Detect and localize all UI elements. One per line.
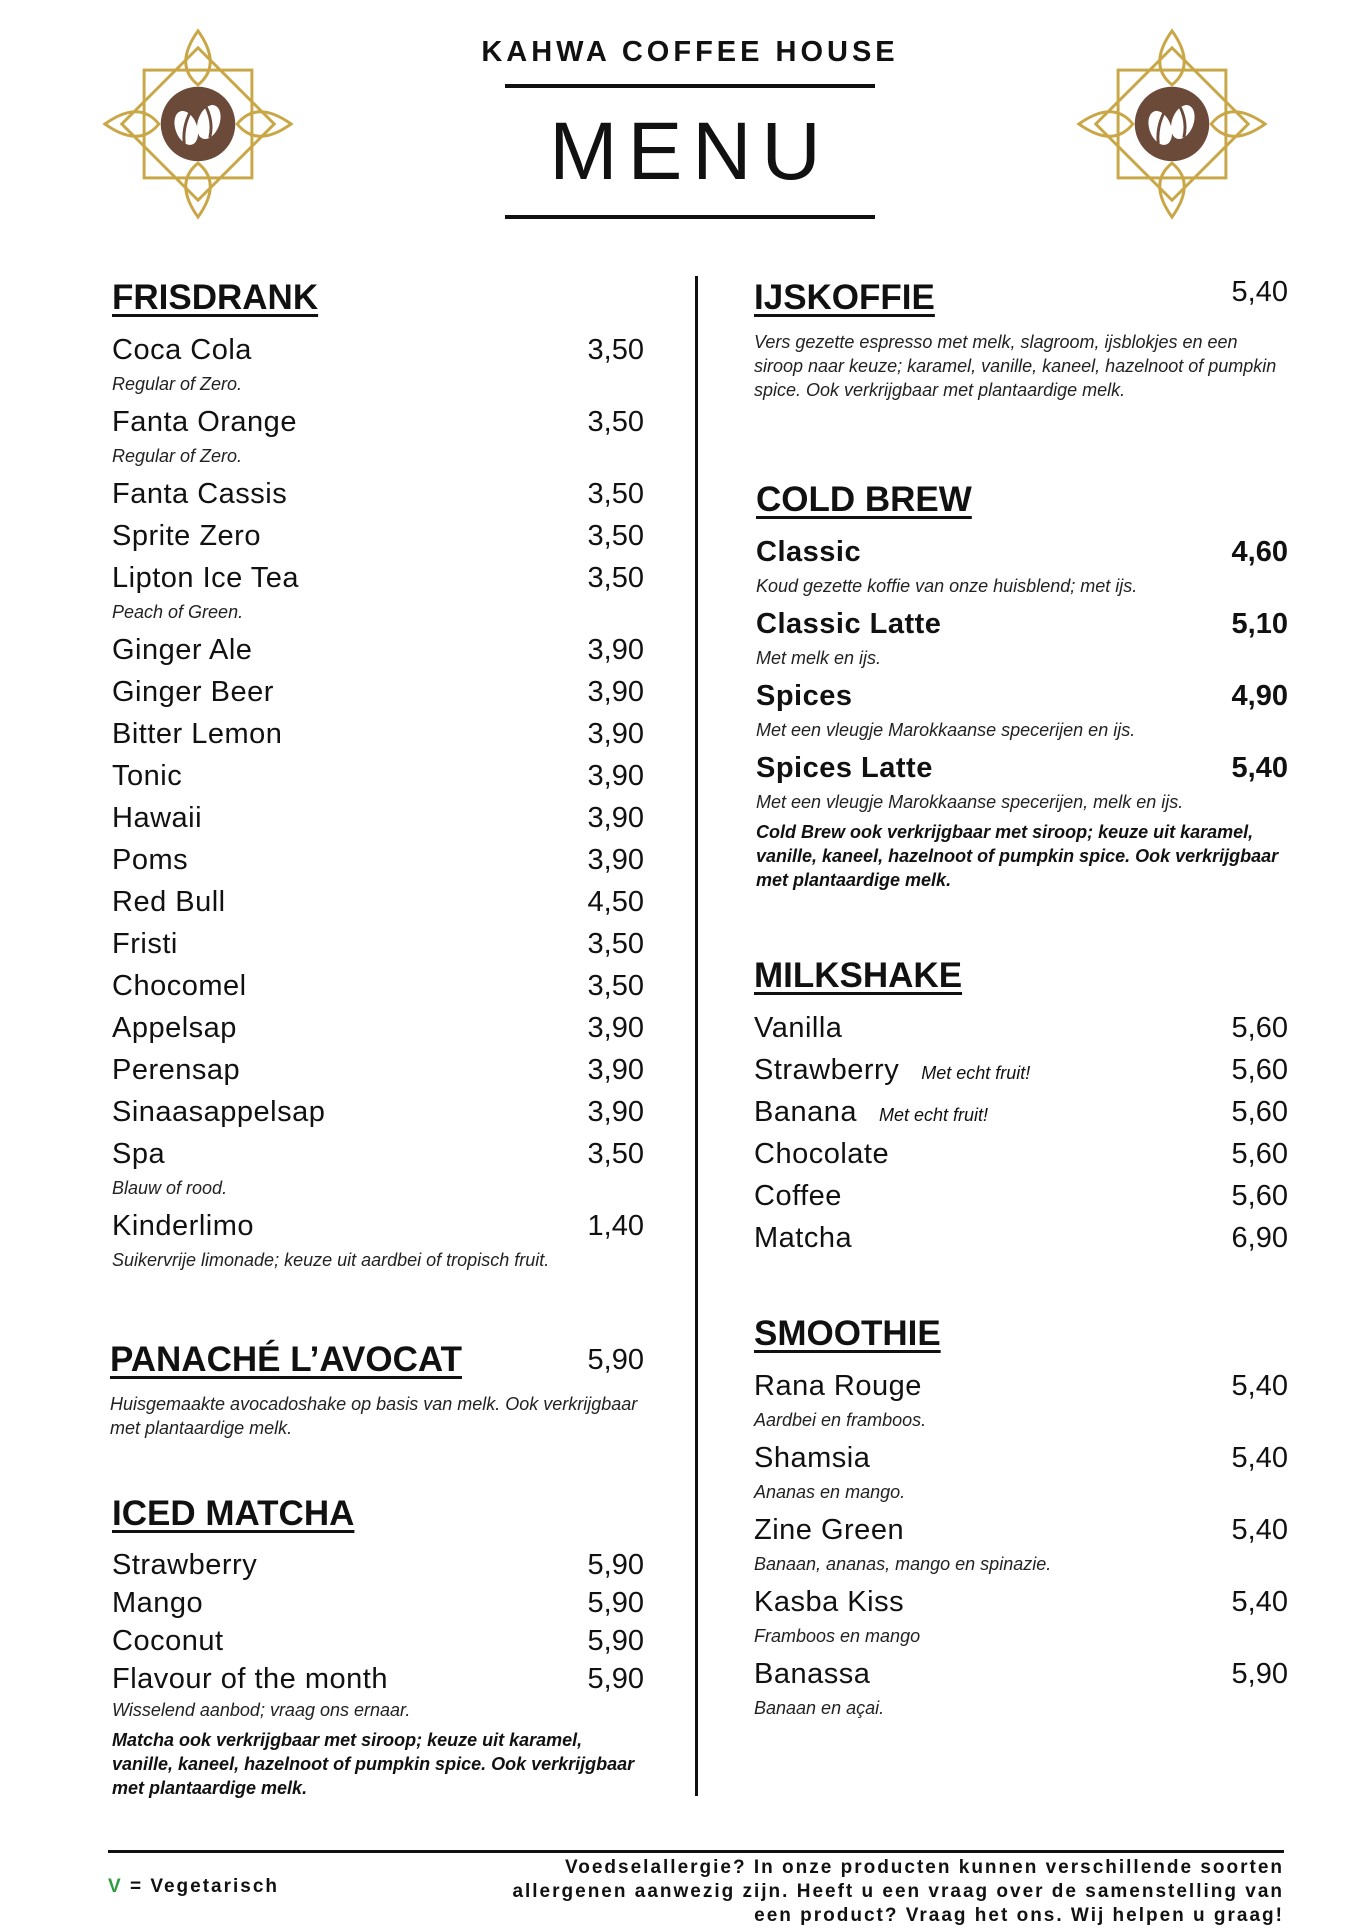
item-name	[112, 630, 252, 670]
section-panache	[110, 1338, 644, 1448]
menu-item	[112, 630, 644, 672]
item-price: 3,90	[587, 844, 644, 876]
item-price: 3,90	[587, 760, 644, 792]
item-name	[756, 748, 933, 788]
item-price: 4,50	[587, 886, 644, 918]
item-price: 3,90	[587, 676, 644, 708]
item-name	[112, 558, 299, 598]
menu-item	[754, 1582, 1288, 1624]
item-name	[112, 402, 297, 442]
item-name-text: Fristi	[112, 928, 178, 960]
item-price: 3,50	[587, 928, 644, 960]
section-title	[110, 1338, 644, 1382]
item-name-text: Fanta Orange	[112, 406, 297, 438]
item-name	[112, 516, 261, 556]
item-price: 3,50	[587, 1138, 644, 1170]
title-rule-top	[505, 84, 875, 88]
item-name-text: Hawaii	[112, 802, 203, 834]
menu-item	[112, 882, 644, 924]
item-price: 6,90	[1231, 1222, 1288, 1254]
section-title: MILKSHAKE	[754, 956, 963, 995]
page-title: MENU	[549, 106, 831, 197]
item-name-text: Sinaasappelsap	[112, 1096, 326, 1128]
menu-item	[754, 1366, 1288, 1408]
item-name	[112, 672, 274, 712]
item-name-text: Kasba Kiss	[754, 1586, 905, 1618]
item-price: 5,40	[1231, 1586, 1288, 1618]
title-rule-bottom	[505, 215, 875, 219]
item-description: Banaan, ananas, mango en spinazie.	[754, 1554, 1052, 1574]
item-name-text: Spices	[756, 680, 853, 712]
section-price: 5,90	[587, 1344, 644, 1376]
item-description: Blauw of rood.	[112, 1178, 228, 1198]
item-description: Koud gezette koffie van onze huisblend; met ijs.	[756, 576, 1138, 596]
menu-item	[756, 676, 1288, 718]
item-name-text: Flavour of the month	[112, 1663, 388, 1695]
item-name-text: Red Bull	[112, 886, 226, 918]
item-price: 5,90	[587, 1625, 644, 1657]
section-title	[754, 276, 1288, 320]
item-name-text: Matcha	[754, 1222, 853, 1254]
item-name-text: Coconut	[112, 1625, 224, 1657]
item-name	[112, 882, 226, 922]
section-title: SMOOTHIE	[754, 1314, 941, 1353]
item-description: Met een vleugje Marokkaanse specerijen en ijs.	[756, 720, 1136, 740]
item-description: Suikervrije limonade; keuze uit aardbei of tropisch fruit.	[112, 1250, 550, 1270]
item-name	[112, 1206, 254, 1246]
item-price: 3,50	[587, 334, 644, 366]
item-description: Framboos en mango	[754, 1626, 921, 1646]
item-name	[112, 966, 247, 1006]
brand-name: KAHWA COFFEE HOUSE	[481, 36, 899, 68]
item-name-text: Spices Latte	[756, 752, 933, 784]
section-price: 5,40	[1231, 276, 1288, 308]
item-name	[754, 1654, 870, 1694]
item-name	[112, 474, 287, 514]
item-price: 3,50	[587, 562, 644, 594]
item-name-text: Mango	[112, 1587, 204, 1619]
menu-item	[754, 1654, 1288, 1696]
menu-item	[112, 840, 644, 882]
vegetarian-label: = Vegetarisch	[129, 1876, 280, 1897]
section-smoothie	[754, 1312, 1288, 1726]
item-price: 5,40	[1231, 1442, 1288, 1474]
item-name	[756, 532, 861, 572]
menu-item	[112, 402, 644, 444]
item-description: Regular of Zero.	[112, 374, 243, 394]
menu-item	[756, 748, 1288, 790]
item-name	[112, 1622, 224, 1660]
item-price: 3,50	[587, 406, 644, 438]
menu-item	[756, 532, 1288, 574]
item-price: 5,10	[1231, 608, 1288, 640]
item-price: 5,60	[1231, 1054, 1288, 1086]
item-price: 3,90	[587, 802, 644, 834]
item-description: Wisselend aanbod; vraag ons ernaar.	[112, 1700, 411, 1720]
item-name	[754, 1218, 852, 1258]
column-divider	[695, 276, 698, 1796]
item-name-text: Ginger Beer	[112, 676, 274, 708]
menu-item	[754, 1008, 1288, 1050]
item-name-text: Ginger Ale	[112, 634, 253, 666]
menu-item	[112, 330, 644, 372]
item-name-text: Coca Cola	[112, 334, 252, 366]
item-name	[754, 1582, 904, 1622]
item-name-text: Appelsap	[112, 1012, 237, 1044]
item-price: 3,90	[587, 718, 644, 750]
item-name	[112, 1092, 325, 1132]
item-price: 5,60	[1231, 1096, 1288, 1128]
item-name-text: Sprite Zero	[112, 520, 261, 552]
item-name-text: Chocomel	[112, 970, 247, 1002]
item-price: 5,90	[587, 1663, 644, 1695]
item-price: 5,90	[1231, 1658, 1288, 1690]
section-cold-brew	[756, 478, 1288, 892]
section-title: FRISDRANK	[112, 278, 319, 317]
item-description: Regular of Zero.	[112, 446, 243, 466]
menu-item	[754, 1510, 1288, 1552]
item-price: 5,60	[1231, 1138, 1288, 1170]
item-name	[112, 714, 282, 754]
section-title-text: IJSKOFFIE	[754, 278, 935, 317]
item-price: 5,60	[1231, 1180, 1288, 1212]
menu-item	[112, 1134, 644, 1176]
section-description: Vers gezette espresso met melk, slagroom, ijsblokjes en een siroop naar keuze; karamel, vanille, kaneel, hazelnoot of pumpkin spice. Ook verkrijgbaar met plantaardige melk.	[754, 332, 1277, 400]
section-title-text: PANACHÉ L’AVOCAT	[110, 1340, 462, 1379]
item-name	[112, 924, 178, 964]
menu-item	[754, 1050, 1288, 1092]
item-description: Ananas en mango.	[754, 1482, 906, 1502]
item-name	[112, 1546, 257, 1584]
item-description: Banaan en açai.	[754, 1698, 885, 1718]
menu-item	[112, 1092, 644, 1134]
item-name-text: Tonic	[112, 760, 183, 792]
menu-item	[754, 1134, 1288, 1176]
item-note: Met echt fruit!	[879, 1105, 989, 1125]
menu-item	[112, 516, 644, 558]
item-price: 3,90	[587, 1012, 644, 1044]
item-name	[754, 1092, 988, 1135]
item-name-text: Strawberry	[112, 1549, 258, 1581]
menu-item	[754, 1176, 1288, 1218]
vegetarian-symbol: V	[108, 1876, 123, 1897]
item-name	[112, 798, 202, 838]
item-name-text: Strawberry	[754, 1054, 900, 1086]
item-name	[754, 1050, 1030, 1093]
menu-item	[112, 798, 644, 840]
menu-item	[754, 1218, 1288, 1260]
item-price: 5,40	[1231, 1370, 1288, 1402]
item-price: 3,50	[587, 520, 644, 552]
section-title: ICED MATCHA	[112, 1494, 355, 1533]
item-price: 4,60	[1231, 536, 1288, 568]
item-name-text: Chocolate	[754, 1138, 890, 1170]
item-name-text: Banassa	[754, 1658, 871, 1690]
item-name-text: Spa	[112, 1138, 166, 1170]
item-name	[754, 1366, 922, 1406]
menu-item	[112, 474, 644, 516]
menu-item	[112, 558, 644, 600]
item-name	[112, 330, 252, 370]
item-name	[756, 676, 853, 716]
item-name-text: Shamsia	[754, 1442, 871, 1474]
section-iced-matcha	[112, 1492, 644, 1800]
item-price: 3,50	[587, 478, 644, 510]
item-name-text: Perensap	[112, 1054, 241, 1086]
item-name	[112, 1050, 240, 1090]
menu-item	[754, 1092, 1288, 1134]
section-frisdrank	[112, 276, 644, 1278]
menu-item	[112, 1622, 644, 1660]
menu-item	[756, 604, 1288, 646]
item-name	[754, 1008, 842, 1048]
item-name-text: Banana	[754, 1096, 857, 1128]
item-description: Peach of Green.	[112, 602, 244, 622]
section-title: COLD BREW	[756, 480, 972, 519]
menu-item	[112, 672, 644, 714]
menu-item	[112, 1660, 644, 1698]
item-name	[754, 1438, 870, 1478]
item-price: 5,40	[1231, 1514, 1288, 1546]
item-name-text: Kinderlimo	[112, 1210, 254, 1242]
menu-item	[112, 1050, 644, 1092]
item-name-text: Coffee	[754, 1180, 842, 1212]
section-milkshake	[754, 954, 1288, 1260]
footer-rule	[108, 1850, 1284, 1853]
item-price: 5,40	[1231, 752, 1288, 784]
item-description: Aardbei en framboos.	[754, 1410, 927, 1430]
item-name	[754, 1510, 904, 1550]
item-price: 5,60	[1231, 1012, 1288, 1044]
item-name	[112, 1584, 203, 1622]
menu-item	[112, 1206, 644, 1248]
section-description: Huisgemaakte avocadoshake op basis van melk. Ook verkrijgbaar met plantaardige melk.	[110, 1394, 638, 1438]
menu-item	[112, 756, 644, 798]
item-name-text: Vanilla	[754, 1012, 843, 1044]
allergy-notice: Voedselallergie? In onze producten kunnen verschillende soorten allergenen aanwezig zijn. Heeft u een vraag over de samenstelling van een product? Vraag het ons. Wij helpen u graag!	[512, 1857, 1284, 1926]
menu-item	[112, 1584, 644, 1622]
item-name	[112, 1660, 388, 1698]
item-price: 3,90	[587, 1054, 644, 1086]
item-price: 3,50	[587, 970, 644, 1002]
section-note: Matcha ook verkrijgbaar met siroop; keuze uit karamel, vanille, kaneel, hazelnoot of pumpkin spice. Ook verkrijgbaar met plantaardige melk.	[112, 1730, 635, 1798]
item-name-text: Poms	[112, 844, 189, 876]
item-price: 5,90	[587, 1587, 644, 1619]
item-price: 5,90	[587, 1549, 644, 1581]
item-price: 1,40	[587, 1210, 644, 1242]
item-description: Met een vleugje Marokkaanse specerijen, melk en ijs.	[756, 792, 1184, 812]
item-price: 4,90	[1231, 680, 1288, 712]
item-name	[112, 1134, 165, 1174]
menu-item	[112, 1008, 644, 1050]
menu-item	[112, 1546, 644, 1584]
item-description: Met melk en ijs.	[756, 648, 882, 668]
item-price: 3,90	[587, 634, 644, 666]
item-name-text: Classic Latte	[756, 608, 942, 640]
item-name-text: Rana Rouge	[754, 1370, 922, 1402]
item-name	[112, 756, 182, 796]
vegetarian-legend	[108, 1876, 279, 1898]
item-name	[112, 840, 188, 880]
item-price: 3,90	[587, 1096, 644, 1128]
menu-item	[112, 714, 644, 756]
section-note: Cold Brew ook verkrijgbaar met siroop; keuze uit karamel, vanille, kaneel, hazelnoot of pumpkin spice. Ook verkrijgbaar met plantaardige melk.	[756, 822, 1279, 890]
menu-item	[112, 924, 644, 966]
item-name	[756, 604, 941, 644]
item-name-text: Bitter Lemon	[112, 718, 283, 750]
item-name	[112, 1008, 237, 1048]
item-name-text: Lipton Ice Tea	[112, 562, 300, 594]
item-note: Met echt fruit!	[921, 1063, 1031, 1083]
item-name-text: Zine Green	[754, 1514, 905, 1546]
item-name	[754, 1134, 889, 1174]
menu-item	[754, 1438, 1288, 1480]
item-name	[754, 1176, 842, 1216]
item-name-text: Fanta Cassis	[112, 478, 288, 510]
item-name-text: Classic	[756, 536, 862, 568]
menu-item	[112, 966, 644, 1008]
section-ijskoffie	[754, 276, 1288, 410]
